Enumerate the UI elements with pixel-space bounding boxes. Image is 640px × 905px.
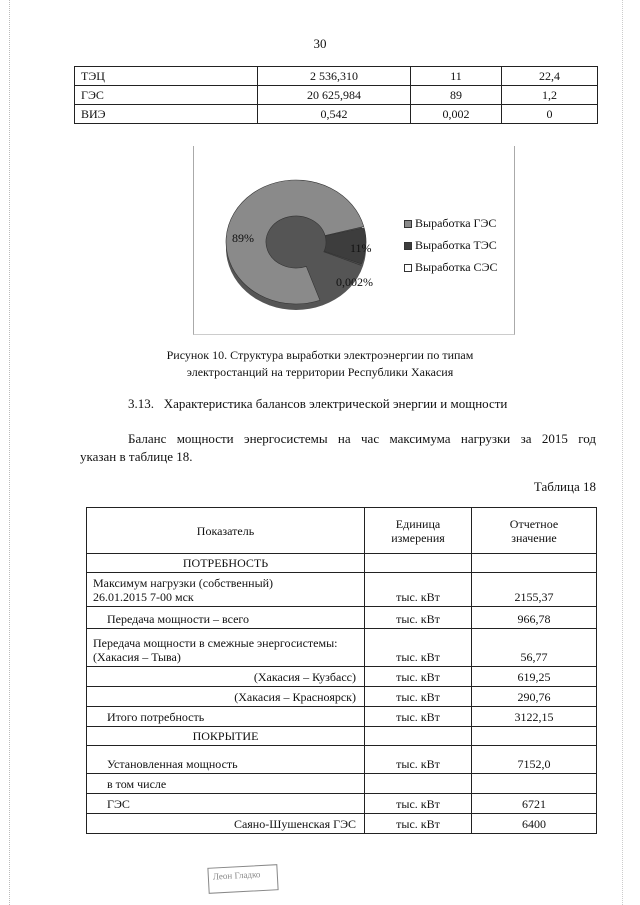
empty-cell xyxy=(365,774,472,794)
cell-other: 0 xyxy=(502,105,598,124)
cell-value: 7152,0 xyxy=(472,746,597,774)
row-installed: Установленная мощность xyxy=(87,746,365,774)
cell-unit: тыс. кВт xyxy=(365,794,472,814)
balance-table xyxy=(86,507,597,834)
cell-value: 619,25 xyxy=(472,667,597,687)
table-row xyxy=(87,629,597,667)
cell-value: 0,542 xyxy=(258,105,411,124)
cell-percent: 89 xyxy=(411,86,502,105)
cell-value: 966,78 xyxy=(472,607,597,629)
table-row xyxy=(87,814,597,834)
cell-type: ВИЭ xyxy=(75,105,258,124)
cell-percent: 11 xyxy=(411,67,502,86)
cell-value: 2155,37 xyxy=(472,573,597,607)
cell-unit: тыс. кВт xyxy=(365,629,472,667)
section-coverage: ПОКРЫТИЕ xyxy=(87,727,365,746)
data-label: 89% xyxy=(232,231,254,245)
empty-cell xyxy=(472,554,597,573)
row-total-demand: Итого потребность xyxy=(87,707,365,727)
legend-item xyxy=(404,212,498,234)
legend-label: Выработка ГЭС xyxy=(415,216,497,230)
row-max-load-line1: Максимум нагрузки (собственный) xyxy=(93,576,274,590)
table-label: Таблица 18 xyxy=(533,479,596,494)
data-label: 11% xyxy=(350,241,372,255)
header-value xyxy=(472,508,597,554)
row-transfer-adjacent xyxy=(87,629,365,667)
paragraph-line1: Баланс мощности энергосистемы на час максимума нагрузки за 2015 год xyxy=(128,431,596,446)
cell-unit: тыс. кВт xyxy=(365,573,472,607)
legend-swatch-ses xyxy=(404,264,412,272)
table-row xyxy=(87,554,597,573)
page-margin-dots-left xyxy=(9,0,10,905)
row-sayano: Саяно-Шушенская ГЭС xyxy=(87,814,365,834)
header-unit-line2: измерения xyxy=(391,530,445,545)
row-including: в том числе xyxy=(87,774,365,794)
section-heading xyxy=(128,396,507,412)
cell-value: 6721 xyxy=(472,794,597,814)
legend-label: Выработка ТЭС xyxy=(415,238,497,252)
table-header-row xyxy=(87,508,597,554)
table-row xyxy=(75,67,598,86)
table-row xyxy=(75,86,598,105)
empty-cell xyxy=(472,727,597,746)
cell-unit: тыс. кВт xyxy=(365,607,472,629)
cell-value: 290,76 xyxy=(472,687,597,707)
stamp xyxy=(207,864,278,894)
row-max-load xyxy=(87,573,365,607)
cell-type: ТЭЦ xyxy=(75,67,258,86)
row-ges: ГЭС xyxy=(87,794,365,814)
page-margin-dots-right xyxy=(622,0,623,905)
table-row xyxy=(87,727,597,746)
cell-value: 20 625,984 xyxy=(258,86,411,105)
table-row xyxy=(87,746,597,774)
section-title: Характеристика балансов электрической энергии и мощности xyxy=(163,396,508,411)
cell-value: 2 536,310 xyxy=(258,67,411,86)
row-transfer-adjacent-line2: (Хакасия – Тыва) xyxy=(93,650,181,664)
legend-item xyxy=(404,234,498,256)
section-number: 3.13. xyxy=(128,396,154,411)
header-unit-line1: Единица xyxy=(395,516,441,531)
cell-unit: тыс. кВт xyxy=(365,707,472,727)
stamp-text: Леон Гладко xyxy=(212,869,261,882)
figure-caption-line1: Рисунок 10. Структура выработки электроэнергии по типам xyxy=(166,348,474,362)
table-row xyxy=(87,794,597,814)
cell-other: 22,4 xyxy=(502,67,598,86)
cell-value: 56,77 xyxy=(472,629,597,667)
row-kuzbass: (Хакасия – Кузбасс) xyxy=(87,667,365,687)
legend-item xyxy=(404,256,498,278)
header-value-line1: Отчетное xyxy=(509,516,559,531)
cell-value: 3122,15 xyxy=(472,707,597,727)
empty-cell xyxy=(472,774,597,794)
table-row xyxy=(87,573,597,607)
header-value-line2: значение xyxy=(511,530,557,545)
legend-swatch-ges xyxy=(404,220,412,228)
legend-swatch-tes xyxy=(404,242,412,250)
row-transfer-adjacent-line1: Передача мощности в смежные энергосистемы: xyxy=(93,636,338,650)
header-indicator: Показатель xyxy=(87,508,365,554)
cell-type: ГЭС xyxy=(75,86,258,105)
table-row xyxy=(87,607,597,629)
chart-legend xyxy=(404,212,498,278)
legend-label: Выработка СЭС xyxy=(415,260,498,274)
section-demand: ПОТРЕБНОСТЬ xyxy=(87,554,365,573)
row-transfer-total: Передача мощности – всего xyxy=(87,607,365,629)
data-label: 0,002% xyxy=(336,275,373,289)
table-row xyxy=(75,105,598,124)
generation-table xyxy=(74,66,598,124)
cell-percent: 0,002 xyxy=(411,105,502,124)
table-row xyxy=(87,707,597,727)
cell-unit: тыс. кВт xyxy=(365,746,472,774)
cell-other: 1,2 xyxy=(502,86,598,105)
cell-unit: тыс. кВт xyxy=(365,814,472,834)
header-unit xyxy=(365,508,472,554)
figure-caption-line2: электростанций на территории Республики Хакасия xyxy=(186,365,454,379)
empty-cell xyxy=(365,727,472,746)
table-row xyxy=(87,774,597,794)
paragraph-line2: указан в таблице 18. xyxy=(80,449,193,464)
cell-value: 6400 xyxy=(472,814,597,834)
table-row xyxy=(87,667,597,687)
row-krasnoyarsk: (Хакасия – Красноярск) xyxy=(87,687,365,707)
cell-unit: тыс. кВт xyxy=(365,687,472,707)
empty-cell xyxy=(365,554,472,573)
page-number: 30 xyxy=(313,36,327,51)
table-row xyxy=(87,687,597,707)
cell-unit: тыс. кВт xyxy=(365,667,472,687)
chart-frame xyxy=(193,146,515,335)
row-max-load-line2: 26.01.2015 7-00 мск xyxy=(93,590,194,604)
